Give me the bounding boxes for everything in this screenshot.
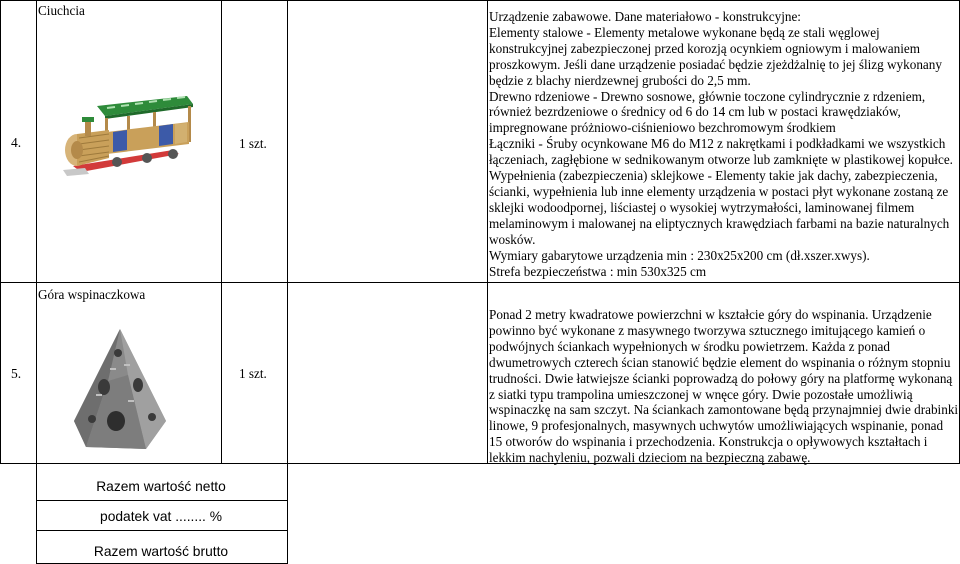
train-playground-icon <box>55 92 195 184</box>
table-border-top <box>0 0 960 1</box>
table-border-left <box>0 0 1 464</box>
description-paragraph: Urządzenie zabawowe. Dane materiałowo - konstrukcyjne: <box>489 9 801 24</box>
gross-total-label: Razem wartość brutto <box>93 544 229 559</box>
product-name: Ciuchcia <box>38 3 85 18</box>
col-divider-4 <box>487 0 488 464</box>
vat-label: podatek vat ........ % <box>100 509 222 524</box>
product-name: Góra wspinaczkowa <box>38 287 146 302</box>
product-quantity: 1 szt. <box>239 136 267 151</box>
col-divider-2 <box>221 0 222 464</box>
description-paragraph: Elementy stalowe - Elementy metalowe wykonane będą ze stali węglowej konstrukcyjnej zabezpieczonej przed korozją ocynkiem ogniowym i malowaniem proszkowym. Jeśli dane urządzenie posiadać będzie zjeżdżalnię to jej ślizg wykonany będzie z blachy nierdzewnej grubości do 2,5 mm. <box>489 24 942 88</box>
row-divider <box>0 282 960 283</box>
row-number: 4. <box>11 135 22 150</box>
product-description <box>489 307 959 466</box>
description-paragraph: Łączniki - Śruby ocynkowane M6 do M12 z nakrętkami i podkładkami we wszystkich łączeniach, zagłębione w sednikowanym otworze lub zamknięte w plastikowej kopułce. <box>489 136 953 168</box>
description-paragraph: Drewno rdzeniowe - Drewno sosnowe, głównie toczone cylindrycznie z rdzeniem, również bezrdzeniowe o średnicy od 6 do 14 cm lub w postaci krawędziaków, impregnowane próżniowo-ciśnieniowo bezchromowym środkiem <box>489 88 926 136</box>
description-paragraph: Wypełnienia (zabezpieczenia) sklejkowe - Elementy takie jak dachy, zabezpieczenia, ścianki, wypełnienia lub inne elementy urządzenia w postaci płyt wykonane zostaną ze sklejki wodoodpornej, liściastej o wysokiej wytrzymałości, laminowanej filmem melaminowym i malowanej na eliptycznych krawędziach farbami na bazie naturalnych wosków. <box>489 168 950 247</box>
summary-divider-2 <box>36 530 287 531</box>
product-description <box>489 9 959 279</box>
summary-divider-1 <box>36 500 287 501</box>
climbing-mountain-icon <box>68 325 178 457</box>
description-paragraph: Ponad 2 metry kwadratowe powierzchni w kształcie góry do wspinania. Urządzenie powinno być wykonane z masywnego tworzywa sztucznego imitującego kamień o podwójnych ściankach wypełnionych w środku powietrzem. Każda z ponad dwumetrowych czterech ścian stanowić będzie element do wspinania o różnym stopniu trudności. Dwie łatwiejsze ścianki poprowadzą do połowy góry na platformę wykonaną z siatki typu trampolina umieszczonej w wnęce góry. Dwie pozostałe umożliwią wspinaczkę na sam szczyt. Na ściankach zamontowane będą przynajmniej dwie drabinki linowe, 9 profesjonalnych, masywnych uchwytów umożliwiających wspinanie, ponad 15 otworów do wspinania i przechodzenia. Konstrukcja o opływowych kształtach i lekkim nachyleniu, pozwali dzieciom na bezpieczną zabawę. <box>489 307 959 466</box>
description-paragraph: Strefa bezpieczeństwa : min 530x325 cm <box>489 263 707 279</box>
description-paragraph: Wymiary gabarytowe urządzenia min : 230x25x200 cm (dł.xszer.xwys). <box>489 247 870 263</box>
row-number: 5. <box>11 366 22 381</box>
col-divider-3 <box>287 0 288 564</box>
net-total-label: Razem wartość netto <box>96 479 226 494</box>
product-quantity: 1 szt. <box>239 366 267 381</box>
